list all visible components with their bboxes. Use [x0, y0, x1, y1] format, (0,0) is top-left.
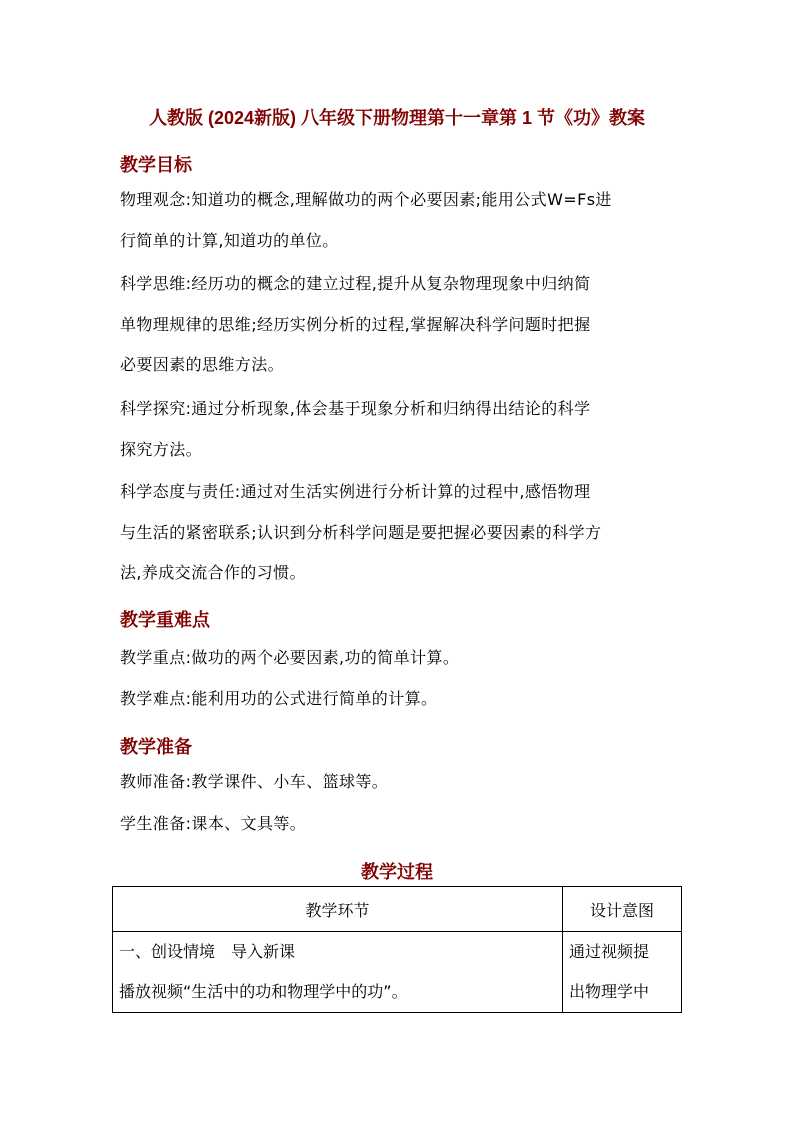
heading-objectives: 教学目标 — [120, 155, 192, 175]
difficult-point — [120, 679, 680, 720]
text-line: 必要因素的思维方法。 — [120, 355, 285, 374]
process-table — [112, 886, 682, 1013]
heading-preparation: 教学准备 — [120, 737, 192, 757]
objective-physics-concept — [120, 180, 680, 261]
process-table-title: 教学过程 — [361, 862, 433, 882]
text-line: 教学重点:做功的两个必要因素,功的简单计算。 — [120, 648, 460, 667]
text-line: 单物理规律的思维;经历实例分析的过程,掌握解决科学问题时把握 — [120, 314, 591, 334]
objective-scientific-thinking — [120, 264, 680, 386]
text-line: 物理观念:知道功的概念,理解做功的两个必要因素;能用公式W=Fs进 — [120, 190, 612, 209]
cell-teaching-phase — [113, 932, 563, 1013]
text-line: 与生活的紧密联系;认识到分析科学问题是要把握必要因素的科学方 — [120, 522, 602, 542]
text-line: 法,养成交流合作的习惯。 — [120, 563, 306, 582]
text-line: 科学态度与责任:通过对生活实例进行分析计算的过程中,感悟物理 — [120, 482, 591, 501]
header-teaching-phase: 教学环节 — [113, 887, 563, 932]
cell-line: 出物理学中 — [569, 982, 650, 1001]
cell-line: 通过视频提 — [569, 942, 650, 961]
objective-attitude-responsibility — [120, 472, 680, 594]
table-row — [113, 932, 682, 1013]
text-line: 探究方法。 — [120, 439, 203, 459]
text-line: 科学思维:经历功的概念的建立过程,提升从复杂物理现象中归纳简 — [120, 274, 591, 293]
student-preparation — [120, 804, 680, 845]
text-line: 教学难点:能利用功的公式进行简单的计算。 — [120, 689, 438, 708]
table-header-row — [113, 887, 682, 932]
teacher-preparation — [120, 762, 680, 803]
cell-design-intent — [563, 932, 682, 1013]
cell-line: 播放视频“生活中的功和物理学中的功”。 — [119, 982, 408, 1001]
text-line: 科学探究:通过分析现象,体会基于现象分析和归纳得出结论的科学 — [120, 399, 591, 418]
key-point — [120, 638, 680, 679]
document-title: 人教版 (2024新版) 八年级下册物理第十一章第 1 节《功》教案 — [148, 108, 646, 128]
cell-line: 一、创设情境 导入新课 — [119, 942, 296, 961]
text-line: 行简单的计算,知道功的单位。 — [120, 230, 339, 250]
heading-key-points: 教学重难点 — [120, 610, 210, 630]
objective-scientific-inquiry — [120, 389, 680, 470]
text-line: 学生准备:课本、文具等。 — [120, 814, 307, 833]
text-line: 教师准备:教学课件、小车、篮球等。 — [120, 772, 389, 791]
header-design-intent: 设计意图 — [563, 887, 682, 932]
